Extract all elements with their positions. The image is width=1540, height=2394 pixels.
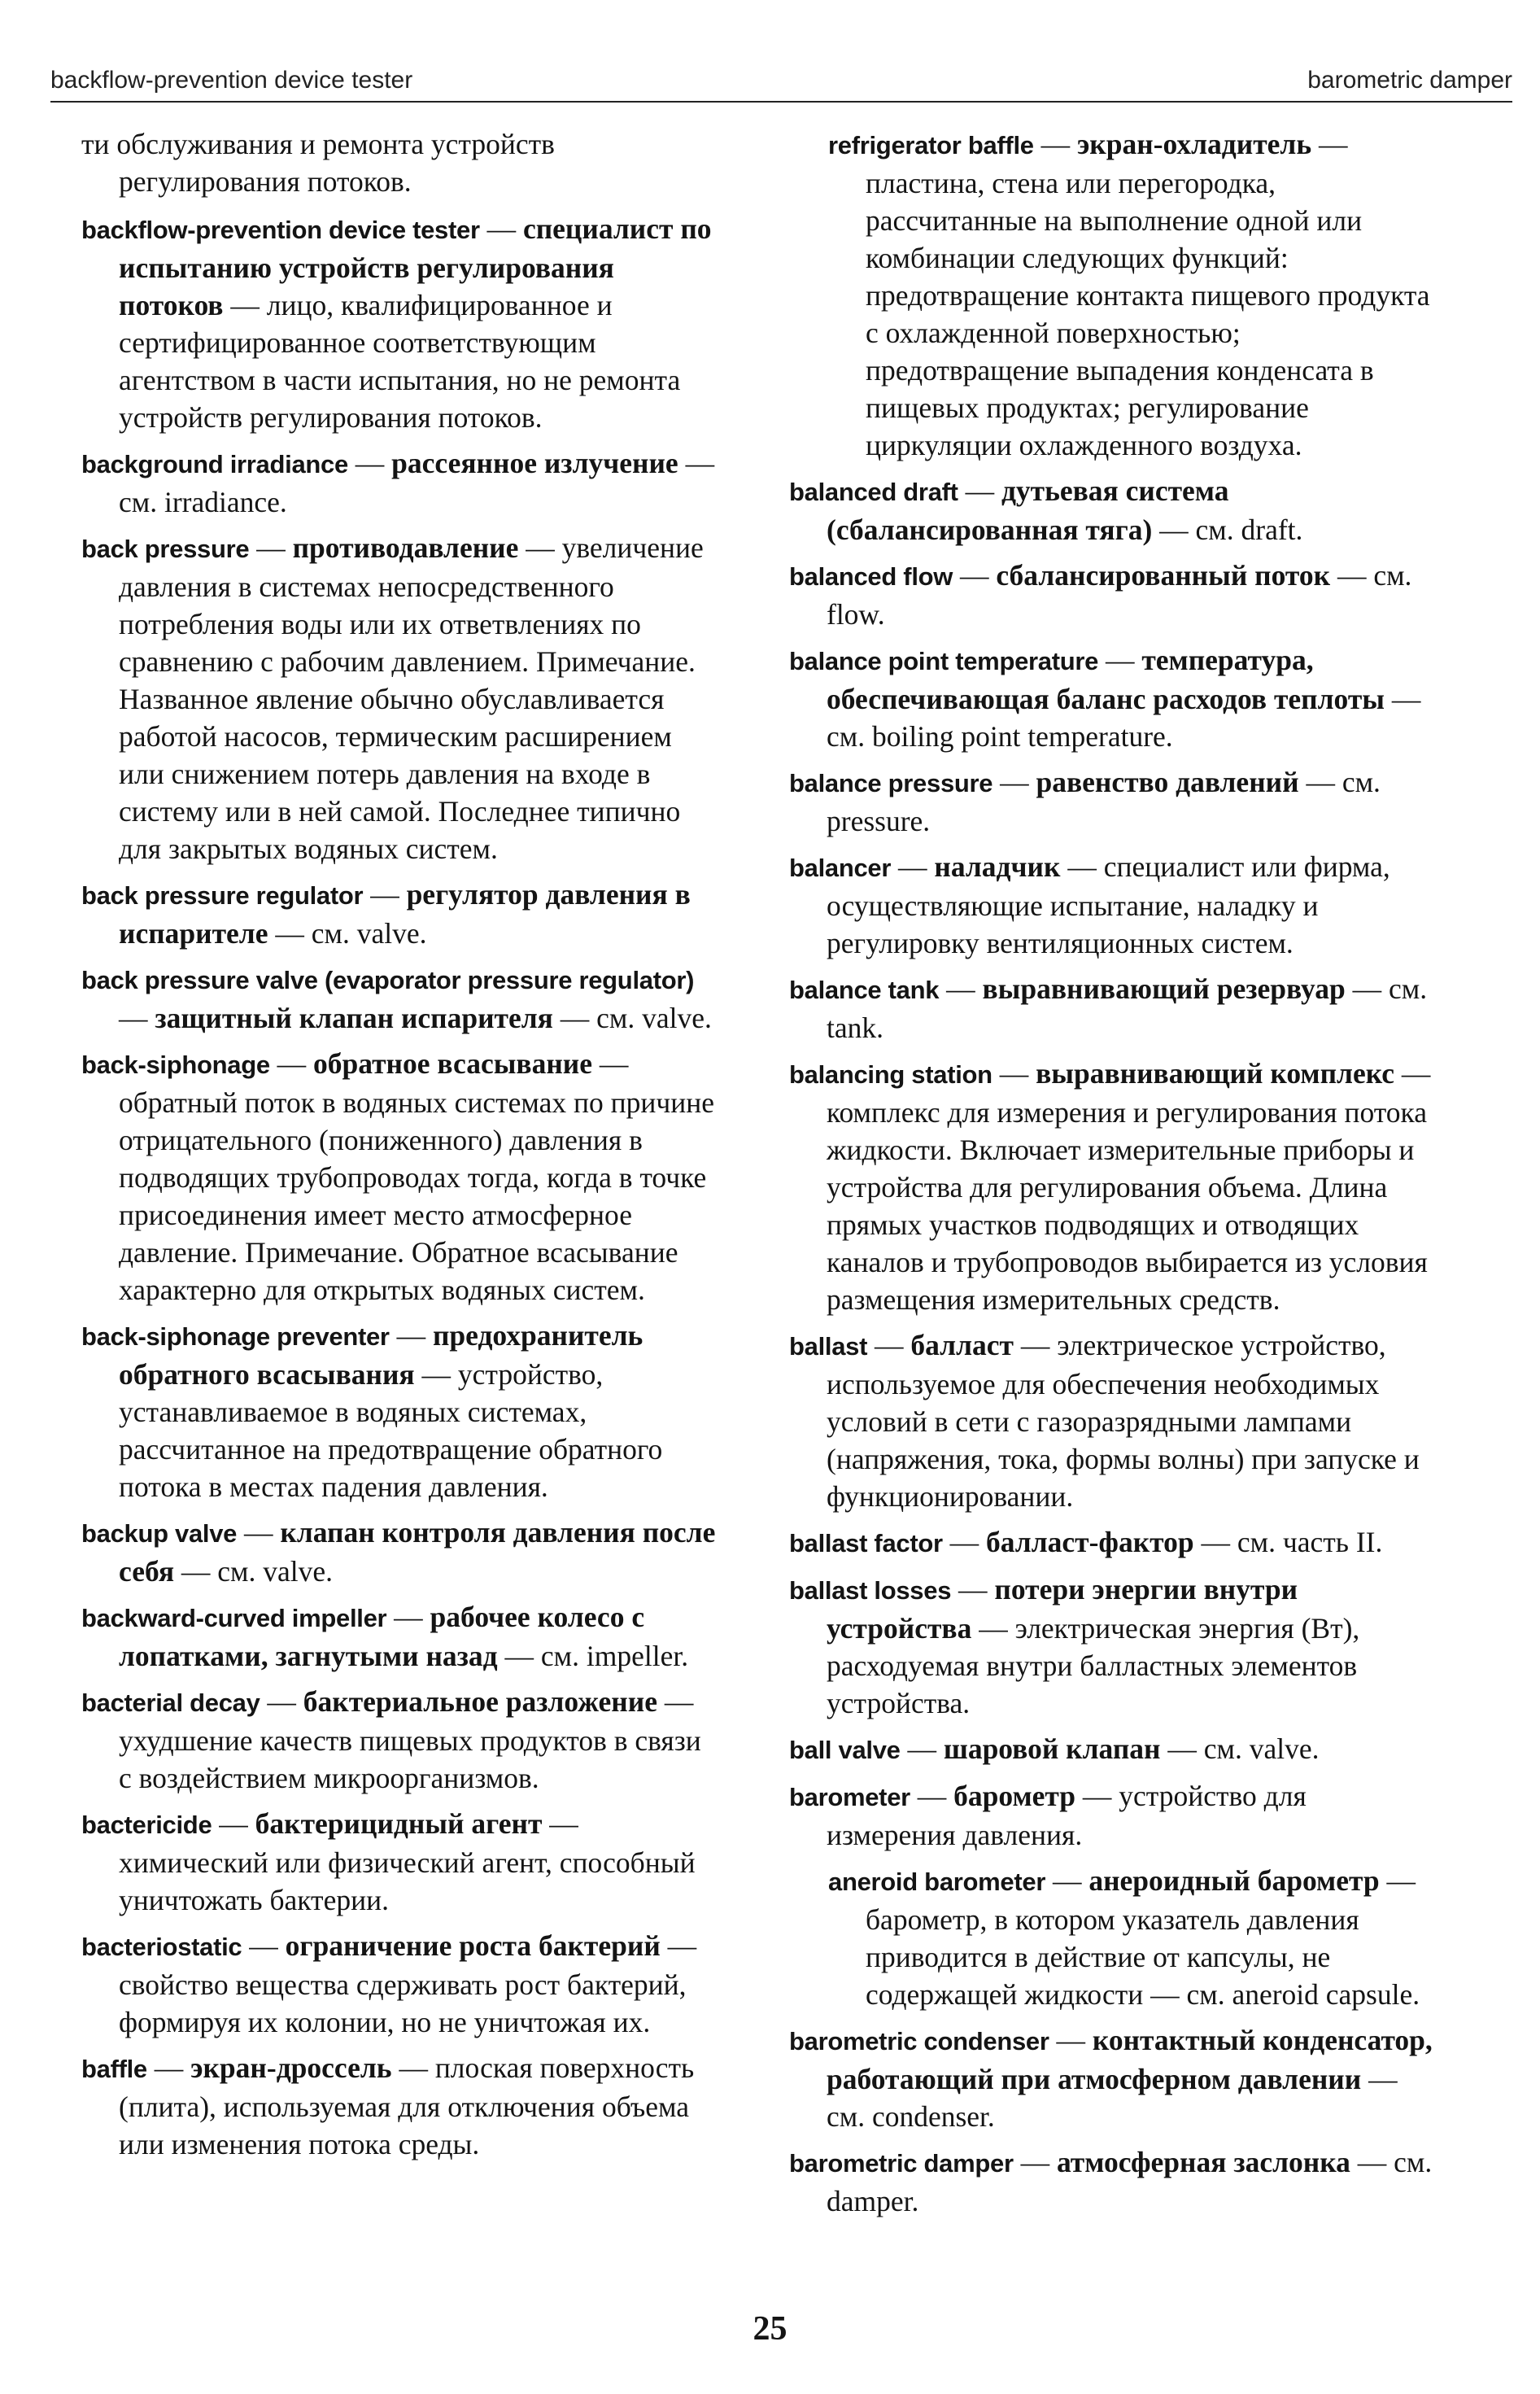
- entry-translation: дутьевая система (сбалансированная тяга): [827, 474, 1229, 546]
- entry-term: back-siphonage: [81, 1051, 270, 1079]
- entry-translation: защитный клапан испарителя: [155, 1002, 553, 1034]
- entry-translation: балласт: [910, 1329, 1014, 1361]
- header-first-term: backflow-preventіon devіce tester: [50, 67, 413, 94]
- dictionary-entry: bacteriostatic — ограничение роста бактерий — свойство вещества сдерживать рост бактерий, формируя их колонии, но не уничтожая их.: [81, 1929, 697, 2038]
- entry-definition: пластина, стена или перегородка, рассчитанные на выполнение одной или комбинации следующих функций: предотвращение контакта пищевого продукта с охлажденной поверхностью; предотвращение выпадения конденсата в пищевых продуктах; регулирование циркуляции охлажденного воздуха.: [866, 167, 1430, 461]
- entry-translation: рабочее колесо с лопатками, загнутыми назад: [119, 1601, 645, 1672]
- entry-definition: плоская поверхность (плита), используемая для отключения объема или изменения потока среды.: [119, 2051, 695, 2160]
- entry-translation: противодавление: [292, 531, 519, 564]
- dictionary-entry: balancer — наладчик — специалист или фирма, осуществляющие испытание, наладку и регулировку вентиляционных систем.: [789, 850, 1390, 959]
- entry-term: bacteriostatic: [81, 1933, 242, 1961]
- dictionary-entry: back pressure — противодавление — увеличение давления в системах непосредственного потребления воды или их ответвлениях по сравнению с рабочим давлением. Примечание. Названное явление обычно обуславливается работой насосов, термическим расширением или снижением потерь давления на входе в систему или в ней самой. Последнее типично для закрытых водяных систем.: [81, 531, 704, 865]
- entry-translation: выравнивающий комплекс: [1036, 1057, 1395, 1090]
- entry-term: backflow-prevention device tester: [81, 216, 480, 244]
- dictionary-entry: bactericide — бактерицидный агент — химический или физический агент, способный уничтожать бактерии.: [81, 1807, 696, 1916]
- entry-term: ballast: [789, 1332, 868, 1361]
- entry-definition: см. boiling point temperature.: [827, 720, 1173, 753]
- entry-term: background irradiance: [81, 450, 348, 478]
- entry-term: back pressure regulator: [81, 881, 364, 910]
- entry-definition: см. tank.: [827, 972, 1428, 1044]
- dictionary-subentry: aneroid barometer — анероидный барометр — барометр, в котором указатель давления приводится в действие от капсулы, не содержащей жидкости — см. aneroid capsule.: [828, 1864, 1420, 2011]
- dictionary-entry: barometer — барометр — устройство для измерения давления.: [789, 1780, 1307, 1851]
- entry-term: backup valve: [81, 1519, 238, 1548]
- entry-translation: экран-охладитель: [1076, 128, 1312, 160]
- dictionary-entry: balanced draft — дутьевая система (сбалансированная тяга) — см. draft.: [789, 474, 1303, 546]
- dictionary-entry: ball valve — шаровой клапан — см. valve.: [789, 1732, 1320, 1765]
- entry-translation: бактерицидный агент: [255, 1807, 543, 1840]
- dictionary-entry: ballast losses — потери энергии внутри устройства — электрическая энергия (Вт), расходуемая внутри балластных элементов устройства.: [789, 1573, 1360, 1719]
- entry-term: balance pressure: [789, 769, 993, 797]
- dictionary-entry: back pressure regulator — регулятор давления в испарителе — см. valve.: [81, 878, 691, 950]
- dictionary-entry: backflow-prevention device tester — специалист по испытанию устройств регулирования потоков — лицо, квалифицированное и сертифицированное соответствующим агентством в части испытания, но не ремонта устройств регулирования потоков.: [81, 212, 712, 434]
- entry-term: balanced draft: [789, 478, 958, 506]
- entry-definition: см. damper.: [827, 2146, 1433, 2217]
- entry-translation: шаровой клапан: [943, 1732, 1161, 1765]
- entry-definition: см. draft.: [1195, 513, 1303, 546]
- entry-translation: клапан контроля давления после себя: [119, 1516, 716, 1588]
- entry-term: refrigerator baffle: [828, 131, 1034, 159]
- entry-translation: контактный конденсатор, работающий при атмосферном давлении: [827, 2024, 1433, 2095]
- dictionary-entry: back pressure valve (evaporator pressure regulator) — защитный клапан испарителя — см. valve.: [81, 966, 712, 1034]
- entry-term: balancer: [789, 854, 892, 882]
- dictionary-entry: ballast — балласт — электрическое устройство, используемое для обеспечения необходимых условий в сети с газоразрядными лампами (напряжения, тока, формы волны) при запуске и функционировании.: [789, 1329, 1420, 1513]
- right-column: [789, 125, 1440, 2228]
- entry-translation: обратное всасывание: [313, 1047, 592, 1080]
- header-last-term: barometrіc damper: [1307, 67, 1512, 94]
- entry-definition: см. flow.: [827, 559, 1412, 631]
- entry-definition: электрическая энергия (Вт), расходуемая внутри балластных элементов устройства.: [827, 1612, 1360, 1719]
- dictionary-entry: balanced flow — сбалансированный поток — см. flow.: [789, 559, 1412, 631]
- dictionary-entry: balance tank — выравнивающий резервуар — см. tank.: [789, 972, 1428, 1044]
- entry-definition: химический или физический агент, способный уничтожать бактерии.: [119, 1846, 696, 1916]
- entry-definition: электрическое устройство, используемое для обеспечения необходимых условий в сети с газоразрядными лампами (напряжения, тока, формы волны) при запуске и функционировании.: [827, 1329, 1420, 1513]
- entry-translation: специалист по испытанию устройств регулирования потоков: [119, 212, 712, 321]
- entry-translation: предохранитель обратного всасывания: [119, 1319, 643, 1391]
- entry-definition: см. valve.: [217, 1555, 334, 1588]
- entry-term: balancing station: [789, 1060, 992, 1089]
- entry-definition: увеличение давления в системах непосредственного потребления воды или их ответвлениях по сравнению с рабочим давлением. Примечание. Названное явление обычно обуславливается работой насосов, термическим расширением или снижением потерь давления на входе в систему или в ней самой. Последнее типично для закрытых водяных систем.: [119, 531, 704, 865]
- dictionary-entry: back-siphonage — обратное всасывание — обратный поток в водяных системах по причине отрицательного (пониженного) давления в подводящих трубопроводах тогда, когда в точке присоединения имеет место атмосферное давление. Примечание. Обратное всасывание характерно для открытых водяных систем.: [81, 1047, 714, 1306]
- entry-translation: балласт-фактор: [986, 1526, 1194, 1558]
- entry-translation: выравнивающий резервуар: [982, 972, 1346, 1005]
- dictionary-entry: back-siphonage preventer — предохранитель обратного всасывания — устройство, устанавливаемое в водяных системах, рассчитанное на предотвращение обратного потока в местах падения давления.: [81, 1319, 663, 1503]
- entry-definition: лицо, квалифицированное и сертифицированное соответствующим агентством в части испытания, но не ремонта устройств регулирования потоков.: [119, 289, 681, 434]
- entry-definition: см. pressure.: [827, 766, 1381, 837]
- entry-term: back-siphonage preventer: [81, 1322, 390, 1351]
- entry-translation: бактериальное разложение: [303, 1685, 657, 1718]
- entry-definition: см. valve.: [1203, 1732, 1320, 1765]
- entry-translation: ограничение роста бактерий: [285, 1929, 661, 1962]
- entry-term: balance tank: [789, 976, 940, 1004]
- entry-term: backward-curved impeller: [81, 1604, 387, 1632]
- entry-definition: барометр, в котором указатель давления приводится в действие от капсулы, не содержащей жидкости — см. aneroid capsule.: [866, 1903, 1420, 2011]
- entry-definition: ухудшение качеств пищевых продуктов в связи с воздействием микроорганизмов.: [119, 1724, 701, 1794]
- entry-term: balance point temperature: [789, 647, 1099, 675]
- entry-term: aneroid barometer: [828, 1868, 1046, 1896]
- entry-translation: сбалансированный поток: [996, 559, 1331, 592]
- entry-definition: см. часть II.: [1237, 1526, 1383, 1558]
- entry-term: bacterial decay: [81, 1688, 260, 1717]
- dictionary-entry: backup valve — клапан контроля давления после себя — см. valve.: [81, 1516, 716, 1588]
- entry-translation: экран-дроссель: [190, 2051, 392, 2084]
- entry-translation: барометр: [953, 1780, 1076, 1812]
- entry-definition: специалист или фирма, осуществляющие испытание, наладку и регулировку вентиляционных систем.: [827, 850, 1390, 959]
- dictionary-entry: baffle — экран-дроссель — плоская поверхность (плита), используемая для отключения объема или изменения потока среды.: [81, 2051, 695, 2160]
- left-column: [81, 125, 716, 2171]
- entry-translation: наладчик: [934, 850, 1061, 883]
- entry-term: barometric damper: [789, 2149, 1014, 2178]
- entry-definition: устройство, устанавливаемое в водяных системах, рассчитанное на предотвращение обратного потока в местах падения давления.: [119, 1358, 663, 1503]
- entry-translation: равенство давлений: [1036, 766, 1299, 798]
- entry-translation: регулятор давления в испарителе: [119, 878, 691, 950]
- dictionary-entry: background irradiance — рассеянное излучение — см. irradiance.: [81, 447, 715, 518]
- entry-definition: см. irradiance.: [119, 486, 287, 518]
- dictionary-entry: bacterial decay — бактериальное разложение — ухудшение качеств пищевых продуктов в связи с воздействием микроорганизмов.: [81, 1685, 701, 1794]
- entry-translation: рассеянное излучение: [391, 447, 678, 479]
- entry-term: bactericide: [81, 1811, 212, 1839]
- entry-translation: анероидный барометр: [1088, 1864, 1380, 1897]
- dictionary-entry: balance point temperature — температура, обеспечивающая баланс расходов теплоты — см. boiling point temperature.: [789, 644, 1421, 753]
- dictionary-entry: balance pressure — равенство давлений — см. pressure.: [789, 766, 1381, 837]
- entry-definition: обратный поток в водяных системах по причине отрицательного (пониженного) давления в подводящих трубопроводах тогда, когда в точке присоединения имеет место атмосферное давление. Примечание. Обратное всасывание характерно для открытых водяных систем.: [119, 1086, 714, 1306]
- entry-term: back pressure: [81, 535, 250, 563]
- dictionary-entry: ballast factor — балласт-фактор — см. часть II.: [789, 1526, 1383, 1558]
- entry-term: barometer: [789, 1783, 910, 1811]
- entry-term: back pressure valve (evaporator pressure regulator): [81, 966, 695, 994]
- dictionary-entry: barometric damper — атмосферная заслонка — см. damper.: [789, 2146, 1433, 2217]
- running-header: [50, 59, 1512, 103]
- dictionary-entry: barometric condenser — контактный конденсатор, работающий при атмосферном давлении — см. condenser.: [789, 2024, 1433, 2133]
- continued-entry: ти обслуживания и ремонта устройств регулирования потоков.: [81, 128, 555, 198]
- entry-definition: см. valve.: [311, 917, 427, 950]
- entry-translation: атмосферная заслонка: [1056, 2146, 1350, 2178]
- entry-definition: комплекс для измерения и регулирования потока жидкости. Включает измерительные приборы и устройства для регулирования объема. Длина прямых участков подводящих и отводящих каналов и трубопроводов выбирается из условия размещения измерительных средств.: [827, 1096, 1428, 1316]
- entry-definition: см. condenser.: [827, 2100, 995, 2133]
- entry-term: ballast losses: [789, 1576, 952, 1605]
- entry-term: barometric condenser: [789, 2027, 1049, 2055]
- entry-term: balanced flow: [789, 562, 953, 591]
- entry-definition: см. valve.: [596, 1002, 712, 1034]
- entry-definition: свойство вещества сдерживать рост бактерий, формируя их колонии, но не уничтожая их.: [119, 1968, 687, 2038]
- entry-term: baffle: [81, 2055, 147, 2083]
- entry-translation: температура, обеспечивающая баланс расходов теплоты: [827, 644, 1385, 715]
- entry-term: ball valve: [789, 1736, 901, 1764]
- entry-definition: устройство для измерения давления.: [827, 1780, 1307, 1851]
- page-number: 25: [753, 2310, 787, 2348]
- dictionary-entry: balancing station — выравнивающий комплекс — комплекс для измерения и регулирования потока жидкости. Включает измерительные приборы и устройства для регулирования объема. Длина прямых участков подводящих и отводящих каналов и трубопроводов выбирается из условия размещения измерительных средств.: [789, 1057, 1431, 1316]
- dictionary-subentry: refrigerator baffle — экран-охладитель — пластина, стена или перегородка, рассчитанные на выполнение одной или комбинации следующих функций: предотвращение контакта пищевого продукта с охлажденной поверхностью; предотвращение выпадения конденсата в пищевых продуктах; регулирование циркуляции охлажденного воздуха.: [828, 128, 1430, 461]
- dictionary-entry: backward-curved impeller — рабочее колесо с лопатками, загнутыми назад — см. impeller.: [81, 1601, 689, 1672]
- entry-term: ballast factor: [789, 1529, 943, 1557]
- entry-definition: см. impeller.: [540, 1640, 689, 1672]
- entry-translation: потери энергии внутри устройства: [827, 1573, 1298, 1645]
